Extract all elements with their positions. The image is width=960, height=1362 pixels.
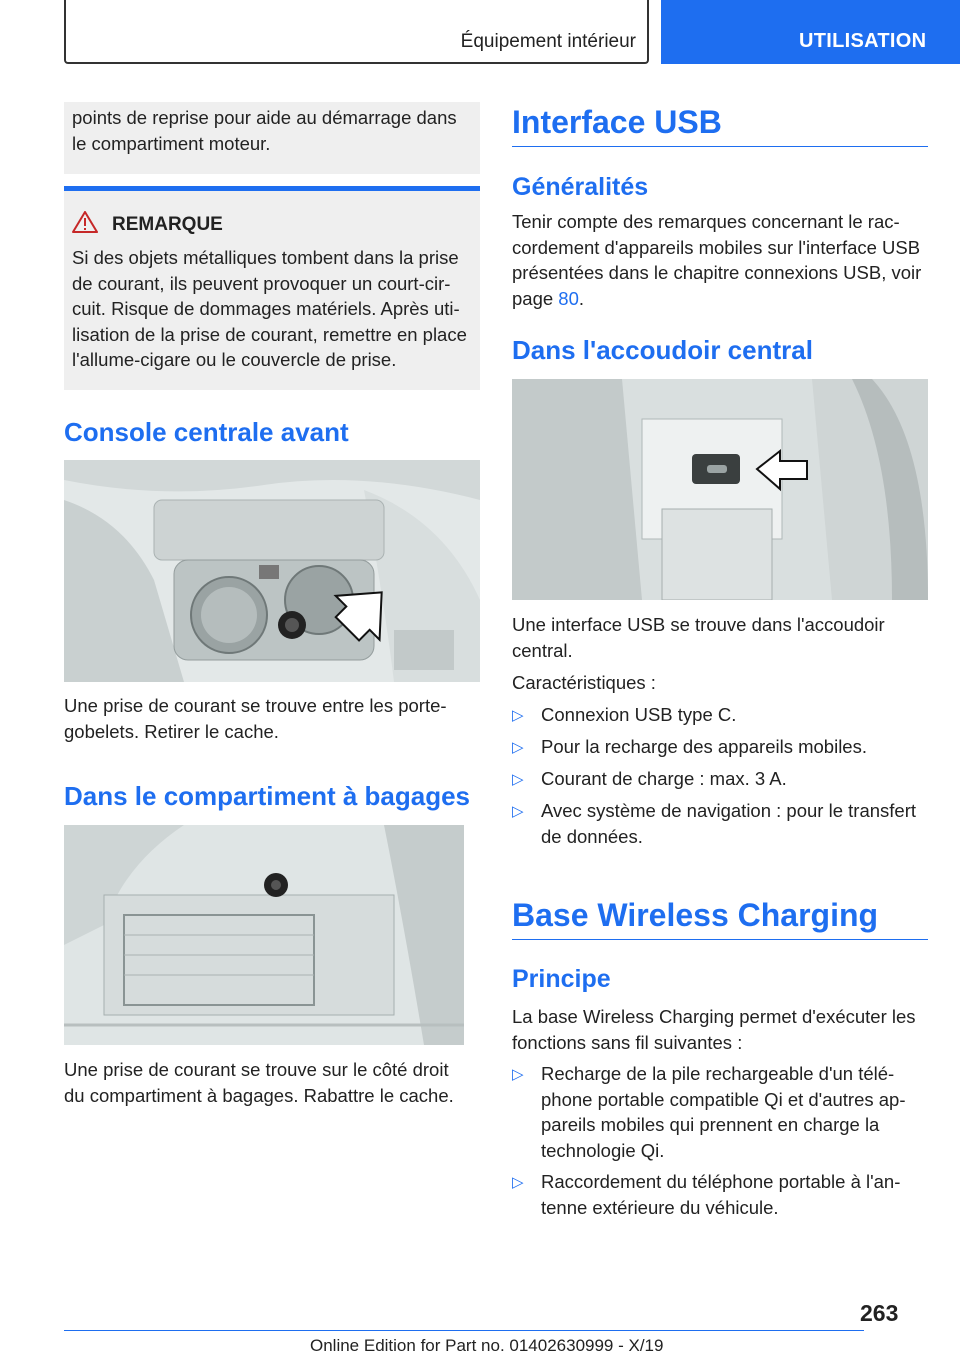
console-heading: Console centrale avant [64,417,349,447]
list-item: ▷ Connexion USB type C. [512,702,932,728]
warning-icon [72,211,98,233]
note-body: Si des objets métalliques tombent dans la prise de courant, ils peuvent provoquer un court-cir-cuit. Risque de dommages matériels. Après uti-lisation de la prise de courant, remettre en place l'allume-cigare ou le couvercle de prise. [72,247,467,370]
list-item: ▷ Avec système de navigation : pour le transfert de données. [512,800,916,847]
header-section-title: Équipement intérieur [460,31,636,52]
bullet-triangle-icon: ▷ [512,803,524,820]
generalites-text-end: . [578,287,585,309]
list-item: ▷ Raccordement du téléphone portable à l'an-tenne extérieure du véhicule. [512,1171,901,1218]
principe-heading: Principe [512,965,611,993]
bagages-heading: Dans le compartiment à bagages [64,781,471,811]
generalites-text [512,209,928,311]
footer-edition: Online Edition for Part no. 01402630999 - X/19 [310,1336,664,1355]
header-chapter-tab[interactable]: UTILISATION [661,0,960,64]
intro-text: points de reprise pour aide au démarrage dans le compartiment moteur. [72,107,457,154]
bullet-triangle-icon: ▷ [512,1066,524,1083]
list-item: ▷ Courant de charge : max. 3 A. [512,766,932,792]
bagages-caption: Une prise de courant se trouve sur le côté droit du compartiment à bagages. Rabattre le cache. [64,1059,454,1106]
bagages-figure [64,825,464,1045]
bullet-triangle-icon: ▷ [512,707,524,724]
console-caption: Une prise de courant se trouve entre les porte-gobelets. Retirer le cache. [64,695,447,742]
list-item: ▷ Recharge de la pile rechargeable d'un télé-phone portable compatible Qi et d'autres ap-pareils mobiles qui prennent en charge la technologie Qi. [512,1063,906,1161]
accoudoir-caption: Une interface USB se trouve dans l'accoudoir central. [512,614,885,661]
accoudoir-heading: Dans l'accoudoir central [512,335,813,365]
usb-heading: Interface USB [512,104,722,140]
wireless-rule [512,939,928,940]
principe-text: La base Wireless Charging permet d'exécuter les fonctions sans fil suivantes : [512,1006,916,1053]
bullet-triangle-icon: ▷ [512,739,524,756]
usb-rule [512,146,928,147]
footer-rule [64,1330,864,1331]
wireless-heading: Base Wireless Charging [512,897,879,933]
note-title: REMARQUE [112,214,223,235]
generalites-heading: Généralités [512,173,649,201]
page-link[interactable]: 80 [558,287,579,309]
page-number: 263 [860,1300,899,1326]
generalites-text-body: Tenir compte des remarques concernant le rac-cordement d'appareils mobiles sur l'interface USB présentées dans le chapitre connexions USB, voir page [512,211,922,309]
caracteristiques-label: Caractéristiques : [512,672,656,693]
console-figure [64,460,480,682]
bullet-triangle-icon: ▷ [512,1174,524,1191]
list-item: ▷ Pour la recharge des appareils mobiles. [512,734,932,760]
bullet-triangle-icon: ▷ [512,771,524,788]
accoudoir-figure [512,379,928,600]
